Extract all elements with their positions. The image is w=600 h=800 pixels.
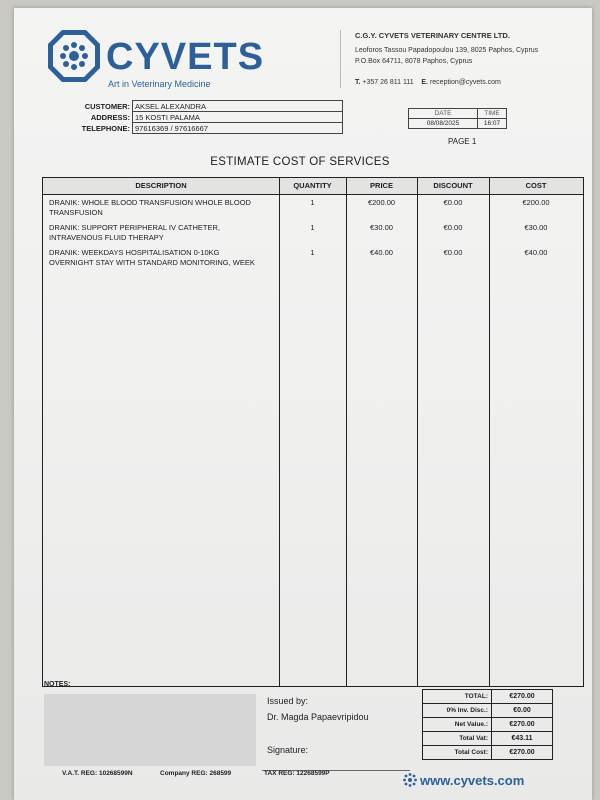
header-discount: DISCOUNT: [433, 181, 473, 190]
phone-label: T.: [355, 79, 361, 86]
total-row: [423, 718, 553, 732]
phone-value: +357 26 811 111: [362, 79, 414, 86]
customer-table: [46, 100, 343, 134]
row-cost: €40.00: [524, 248, 548, 257]
description-line: DRANIK: WHOLE BLOOD TRANSFUSION WHOLE BLOOD: [49, 198, 251, 207]
row-discount: €0.00: [443, 223, 463, 232]
cyvets-mini-logo-icon: [402, 772, 418, 788]
time-value: 16:07: [478, 119, 507, 129]
company-registration: Company REG: 268599: [160, 770, 232, 777]
row-quantity: 1: [310, 248, 315, 257]
customer-address: 15 KOSTI PALAMA: [133, 112, 343, 123]
row-cost: €30.00: [524, 223, 548, 232]
total-row: [423, 690, 553, 704]
brand-tagline: Art in Veterinary Medicine: [108, 79, 211, 89]
issuer-name: Dr. Magda Papaevripidou: [267, 712, 369, 722]
total-value: €270.00: [492, 746, 553, 760]
company-name: C.G.Y. CYVETS VETERINARY CENTRE LTD.: [355, 31, 510, 40]
total-label: Total Cost:: [423, 746, 492, 760]
website-link[interactable]: www.cyvets.com: [420, 773, 525, 788]
company-info: [340, 30, 595, 88]
total-label: TOTAL:: [423, 690, 492, 704]
row-discount: €0.00: [443, 198, 463, 207]
row-description: [49, 223, 277, 242]
services-table: [42, 177, 584, 687]
time-label: TIME: [478, 109, 507, 119]
total-value: €270.00: [492, 690, 553, 704]
total-label: Net Value.:: [423, 718, 492, 732]
brand-name: CYVETS: [106, 36, 265, 78]
totals-table: [422, 689, 553, 760]
description-line: DRANIK: WEEKDAYS HOSPITALISATION 0-10KG: [49, 248, 220, 257]
header-quantity: QUANTITY: [293, 181, 332, 190]
total-row: [423, 704, 553, 718]
row-discount: €0.00: [443, 248, 463, 257]
notes-label: NOTES:: [44, 681, 71, 688]
total-row: [423, 746, 553, 760]
total-label: 0% Inv. Disc.:: [423, 704, 492, 718]
redacted-area: [44, 694, 256, 766]
company-contact: [355, 77, 595, 88]
vat-registration: V.A.T. REG: 10268599N: [62, 770, 133, 777]
document-title: ESTIMATE COST OF SERVICES: [210, 156, 390, 168]
total-value: €0.00: [492, 704, 553, 718]
description-line: OVERNIGHT STAY WITH STANDARD MONITORING, WEEK: [49, 257, 255, 267]
tax-registration: TAX REG: 12268599P: [264, 770, 330, 777]
company-address-2: P.O.Box 64711, 8078 Paphos, Cyprus: [355, 58, 473, 65]
customer-label: CUSTOMER:: [84, 101, 130, 111]
logo-mark-icon: [46, 28, 102, 84]
total-value: €270.00: [492, 718, 553, 732]
total-value: €43.11: [492, 732, 553, 746]
row-quantity: 1: [310, 223, 315, 232]
date-value: 08/08/2025: [409, 119, 478, 129]
issued-by-label: Issued by:: [267, 696, 309, 706]
row-price: €200.00: [367, 198, 396, 207]
total-label: Total Vat:: [423, 732, 492, 746]
description-line: TRANSFUSION: [49, 207, 103, 217]
cyvets-logo: [46, 28, 265, 98]
total-row: [423, 732, 553, 746]
row-description: [49, 248, 277, 267]
telephone-label: TELEPHONE:: [81, 123, 130, 133]
customer-name: AKSEL ALEXANDRA: [133, 101, 343, 112]
header-description: DESCRIPTION: [135, 181, 187, 190]
header-cost: COST: [525, 181, 547, 190]
page-number: PAGE 1: [448, 137, 477, 146]
row-cost: €200.00: [522, 198, 550, 207]
email-label: E.: [421, 79, 428, 86]
company-address-1: Leoforos Tassou Papadopoulou 139, 8025 Paphos, Cyprus: [355, 47, 539, 54]
signature-label: Signature:: [267, 745, 309, 755]
email-value: reception@cyvets.com: [429, 79, 501, 86]
customer-telephone: 97616369 / 97616667: [133, 123, 343, 134]
address-label: ADDRESS:: [90, 112, 130, 122]
date-time-table: [408, 108, 507, 129]
row-quantity: 1: [310, 198, 315, 207]
row-price: €40.00: [370, 248, 393, 257]
row-description: [49, 198, 277, 217]
row-price: €30.00: [370, 223, 393, 232]
description-line: INTRAVENOUS FLUID THERAPY: [49, 232, 164, 242]
header-price: PRICE: [370, 181, 393, 190]
description-line: DRANIK: SUPPORT PERIPHERAL IV CATHETER,: [49, 223, 221, 232]
date-label: DATE: [409, 109, 478, 119]
